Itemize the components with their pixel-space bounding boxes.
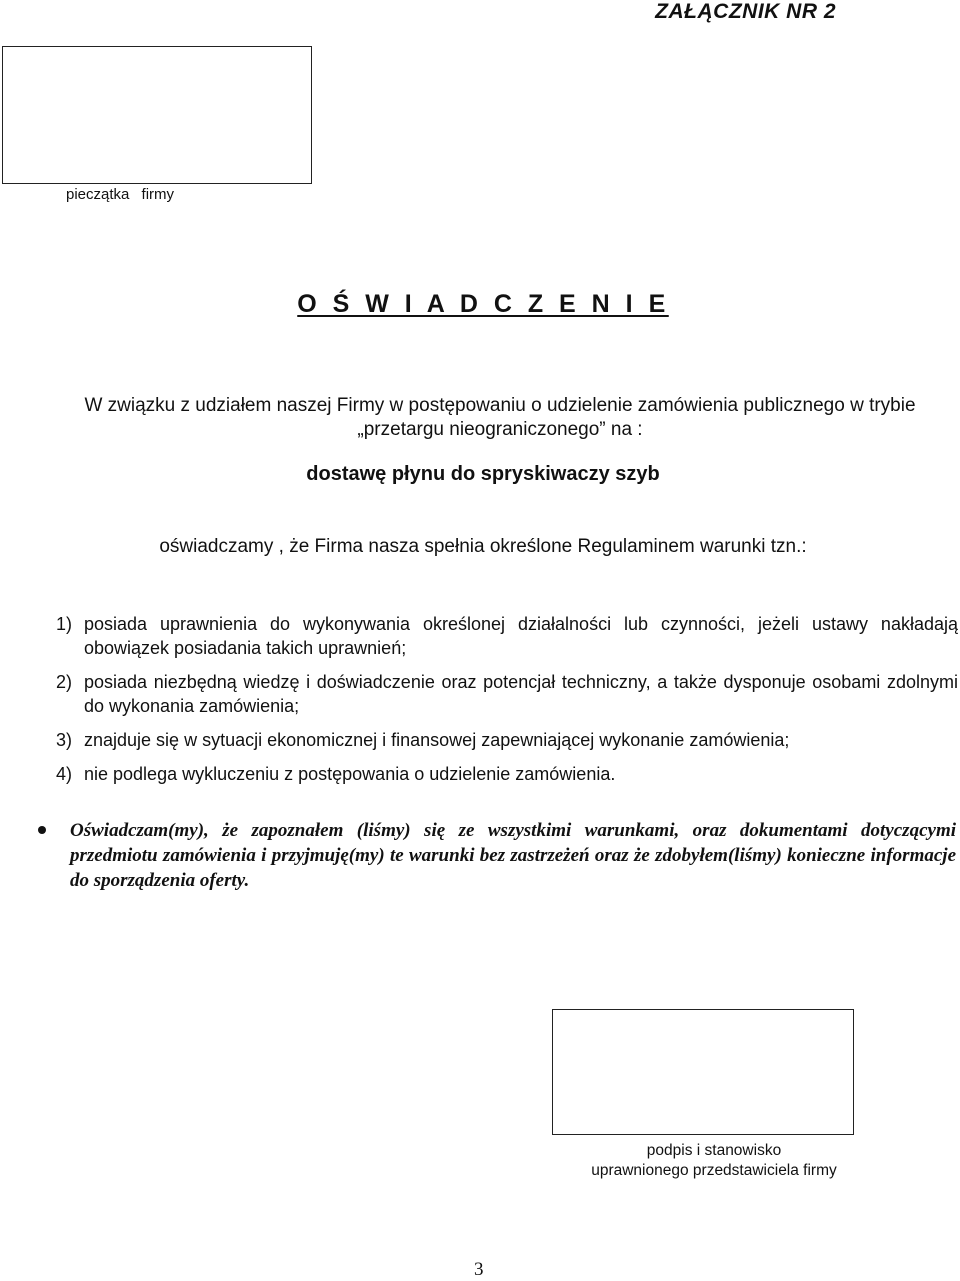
intro-paragraph: W związku z udziałem naszej Firmy w postępowaniu o udzielenie zamówienia publicznego w trybie „przetargu nieograniczonego” na : xyxy=(84,395,916,440)
signature-label-line2: uprawnionego przedstawiciela firmy xyxy=(591,1162,837,1179)
conditions-list xyxy=(56,612,958,796)
attachment-heading: ZAŁĄCZNIK NR 2 xyxy=(655,0,836,23)
condition-number: 4) xyxy=(56,764,73,784)
condition-item xyxy=(56,762,958,786)
condition-text: posiada uprawnienia do wykonywania określonej działalności lub czynności, jeżeli ustawy nakładają obowiązek posiadania takich uprawnień; xyxy=(84,614,958,658)
condition-text: nie podlega wykluczeniu z postępowania o udzielenie zamówienia. xyxy=(84,764,616,784)
declaration-line: oświadczamy , że Firma nasza spełnia określone Regulaminem warunki tzn.: xyxy=(159,536,807,557)
condition-text: znajduje się w sytuacji ekonomicznej i finansowej zapewniającej wykonanie zamówienia; xyxy=(84,730,790,750)
company-stamp-label: pieczątka firmy xyxy=(66,186,175,203)
signature-label-line1: podpis i stanowisko xyxy=(646,1142,782,1159)
page-number: 3 xyxy=(474,1259,484,1280)
signature-box xyxy=(552,1009,854,1135)
document-title: O Ś W I A D C Z E N I E xyxy=(297,290,669,318)
condition-number: 1) xyxy=(56,614,73,634)
condition-item xyxy=(56,612,958,660)
condition-item xyxy=(56,728,958,752)
bullet-icon xyxy=(38,826,46,834)
condition-item xyxy=(56,670,958,718)
acceptance-statement: Oświadczam(my), że zapoznałem (liśmy) się ze wszystkimi warunkami, oraz dokumentami dotyczącymi przedmiotu zamówienia i przyjmuję(my) te warunki bez zastrzeżeń oraz że zdobyłem(liśmy) konieczne informacje do sporządzenia oferty. xyxy=(70,820,956,891)
tender-subject: dostawę płynu do spryskiwaczy szyb xyxy=(306,463,660,485)
condition-number: 3) xyxy=(56,730,73,750)
signature-label xyxy=(552,1141,876,1181)
company-stamp-box xyxy=(2,46,312,184)
condition-number: 2) xyxy=(56,672,73,692)
condition-text: posiada niezbędną wiedzę i doświadczenie oraz potencjał techniczny, a także dysponuje osobami zdolnymi do wykonania zamówienia; xyxy=(84,672,958,716)
